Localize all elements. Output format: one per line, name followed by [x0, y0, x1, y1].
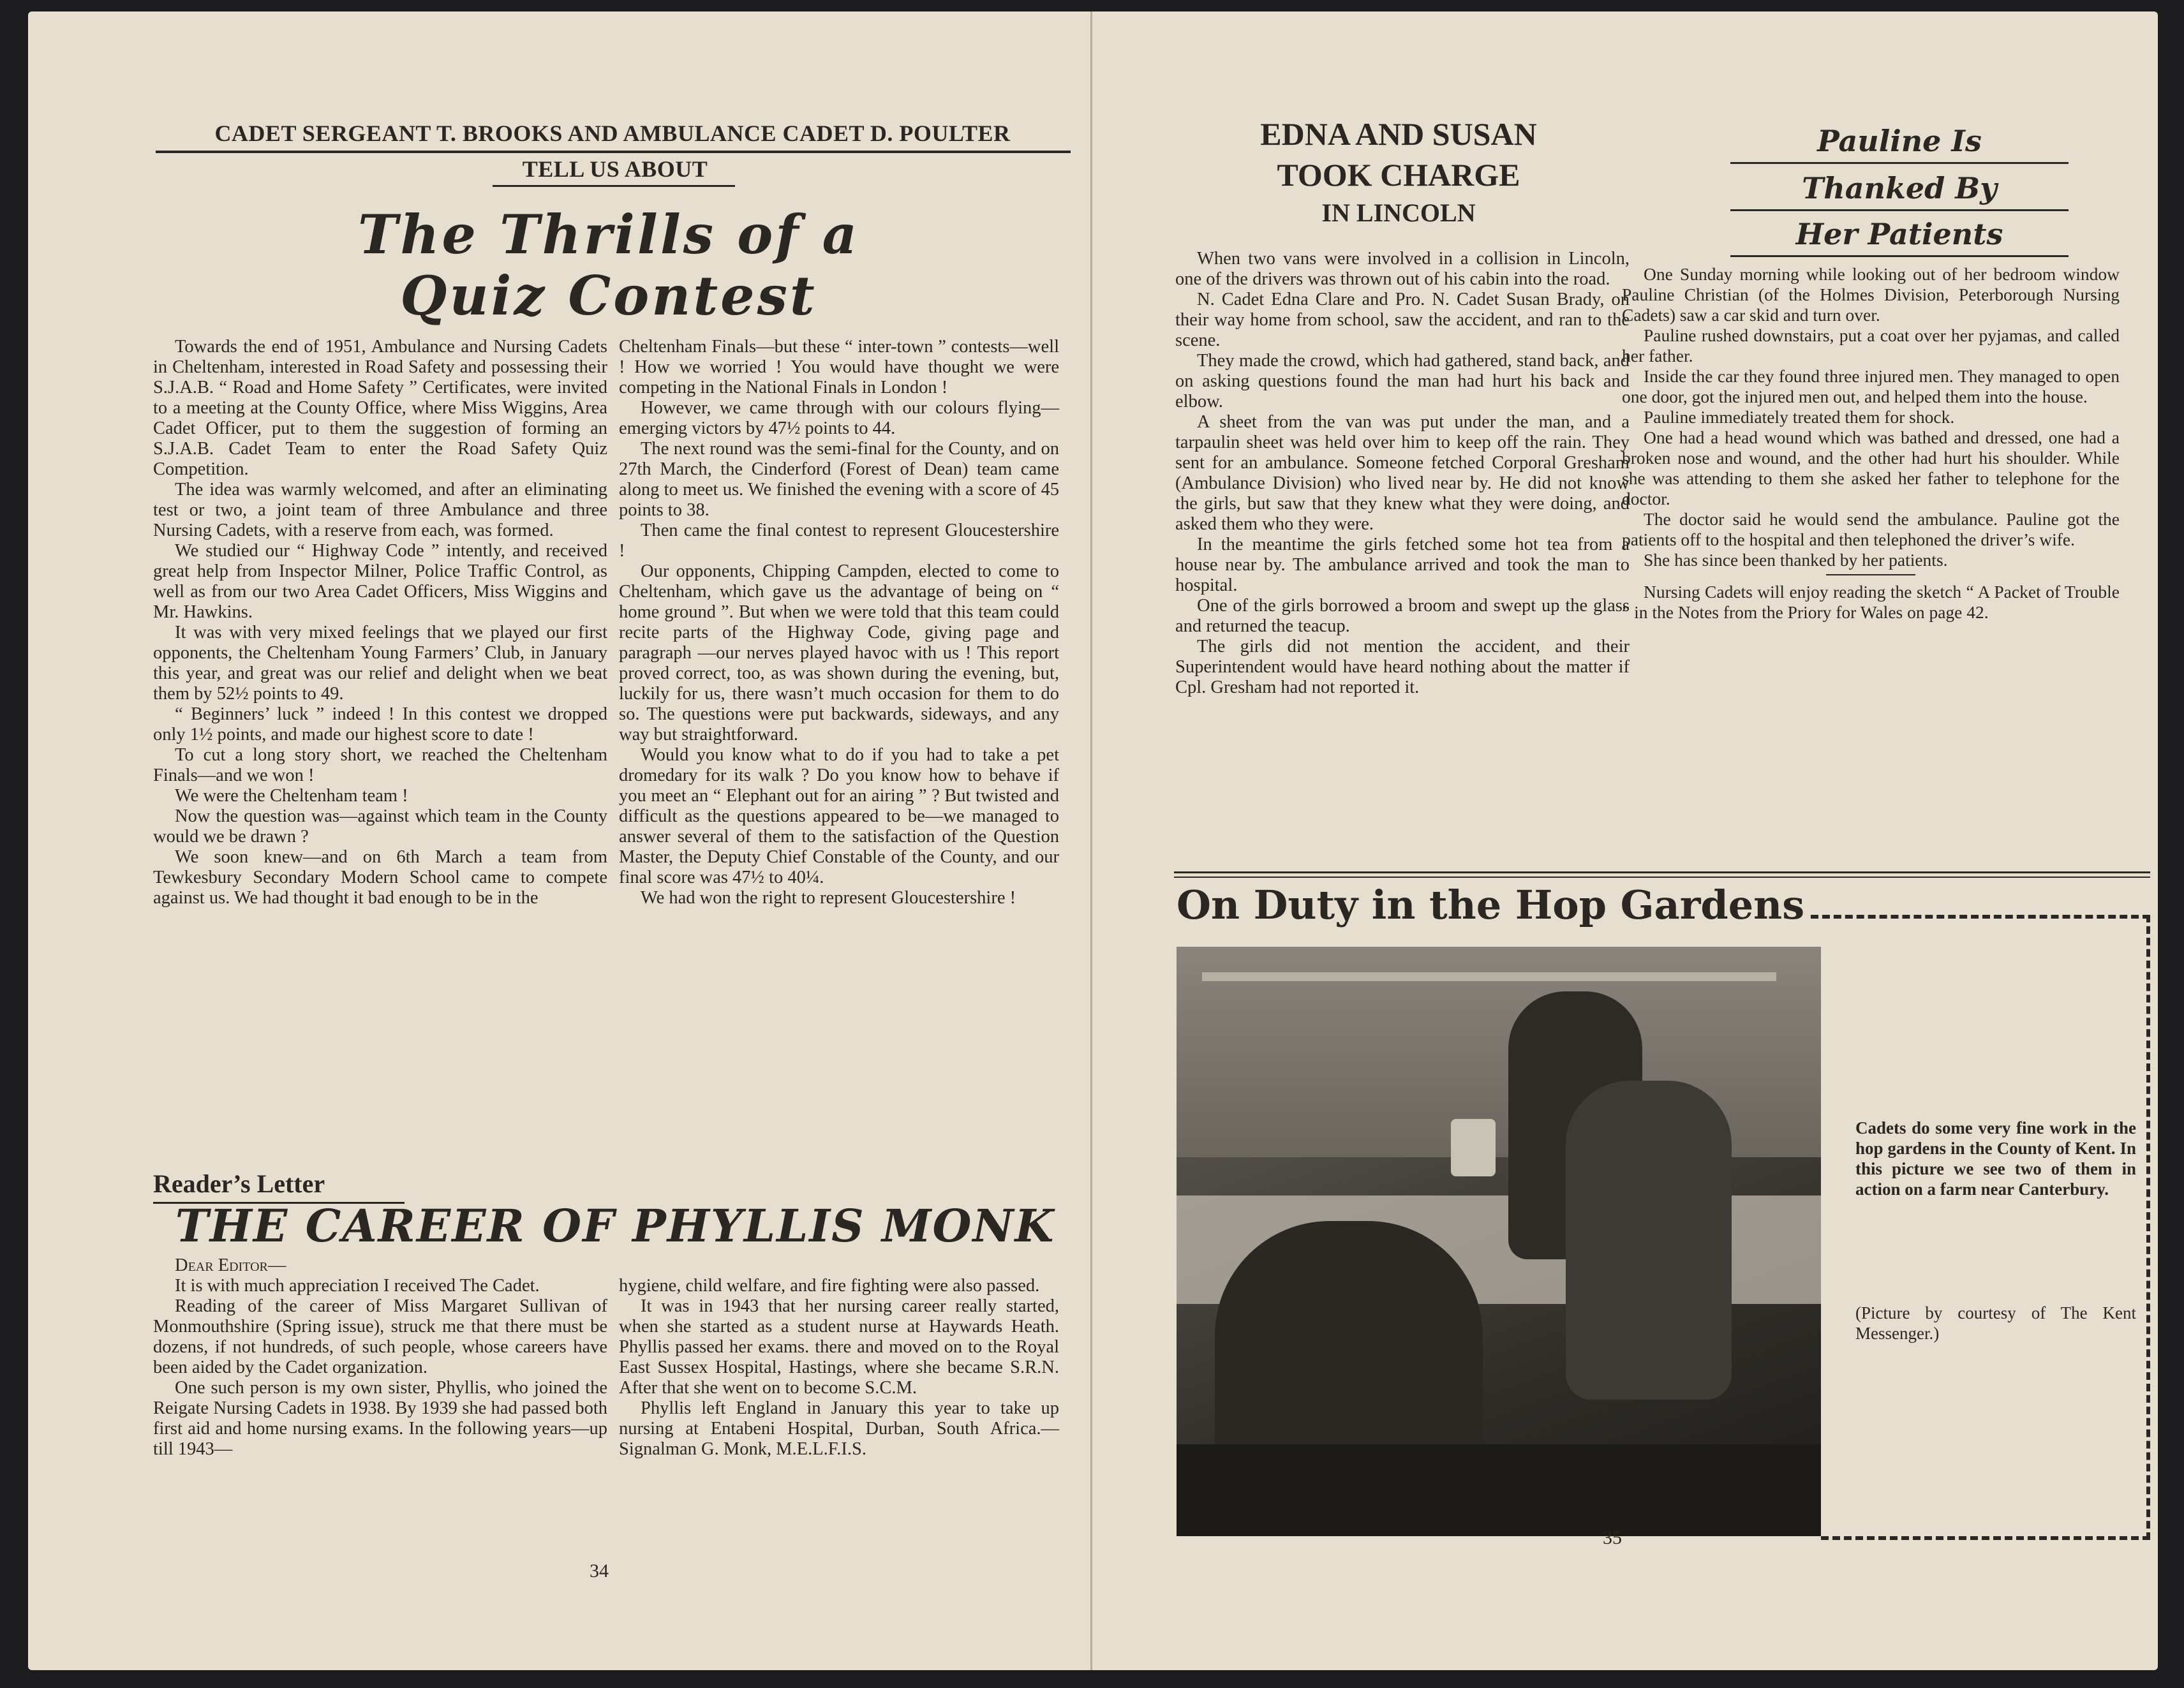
pauline-story — [1622, 264, 2120, 623]
paragraph: Pauline immediately treated them for shock. — [1644, 407, 1955, 427]
quiz-kicker-line2: TELL US ABOUT — [522, 156, 708, 182]
paragraph: When two vans were involved in a collision in Lincoln, one of the drivers was thrown out of his cabin into the road. — [1175, 249, 1630, 289]
quiz-kicker-line1: CADET SERGEANT T. BROOKS AND AMBULANCE CADET D. POULTER — [214, 121, 1011, 146]
paragraph: We soon knew—and on 6th March a team from Tewkesbury Secondary Modern School came to compete against us. We had thought it bad enough to be in the — [153, 847, 607, 908]
paragraph: N. Cadet Edna Clare and Pro. N. Cadet Susan Brady, on their way home from school, saw the accident, and ran to the scene. — [1175, 290, 1630, 350]
edna-title-line2: TOOK CHARGE — [1277, 157, 1520, 193]
paragraph: Now the question was—against which team in the County would we be drawn ? — [153, 806, 607, 847]
section-rule-2 — [1174, 877, 2150, 878]
pauline-title-line3: Her Patients — [1795, 217, 2003, 251]
paragraph: A sheet from the van was put under the man, and a tarpaulin sheet was held over him to keep off the rain. They sent for an ambulance. Someone fetched Corporal Gresham (Ambulance Division) who lived near by. He did not know the girls, but saw that they knew what they were doing, and asked them who they were. — [1175, 412, 1630, 534]
paragraph: Inside the car they found three injured men. They managed to open one door, got the injured men out, and helped them into the house. — [1622, 366, 2120, 406]
paragraph: One of the girls borrowed a broom and swept up the glass and returned the teacup. — [1175, 596, 1630, 636]
letter-salutation: Dear Editor— — [175, 1255, 286, 1275]
quiz-column-2 — [619, 337, 1059, 908]
paragraph: They made the crowd, which had gathered, stand back, and on asking questions found the man had hurt his back and elbow. — [1175, 351, 1630, 411]
paragraph: Cheltenham Finals—but these “ inter-town ” contests—well ! How we worried ! You would have thought we were competing in the National Finals in London ! — [619, 337, 1059, 397]
paragraph: Phyllis left England in January this year to take up nursing at Entabeni Hospital, Durban, South Africa.—Signalman G. Monk, M.E.L.F.I.S. — [619, 1398, 1059, 1459]
paragraph: Towards the end of 1951, Ambulance and Nursing Cadets in Cheltenham, interested in Road Safety and possessing their S.J.A.B. “ Road and Home Safety ” Certificates, were invited to a meeting at the County Office, where Miss Wiggins, Area Cadet Officer, put to them the suggestion of forming an S.J.A.B. Cadet Team to enter the Road Safety Quiz Competition. — [153, 337, 607, 479]
paragraph: Nursing Cadets will enjoy reading the sketch “ A Packet of Trouble ” in the Notes from the Priory for Wales on page 42. — [1622, 582, 2120, 622]
hop-caption: Cadets do some very fine work in the hop gardens in the County of Kent. In this picture we see two of them in action on a farm near Canterbury. — [1855, 1118, 2136, 1199]
frame-top — [1811, 915, 2150, 919]
hop-garden-photo — [1177, 947, 1821, 1536]
paragraph: However, we came through with our colours flying—emerging victors by 47½ points to 44. — [619, 398, 1059, 438]
page-number-right: 35 — [1603, 1527, 1622, 1548]
edna-story — [1175, 249, 1630, 698]
paragraph: We had won the right to represent Gloucestershire ! — [641, 888, 1016, 908]
edna-title-line1: EDNA AND SUSAN — [1260, 116, 1537, 152]
hop-title: On Duty in the Hop Gardens — [1177, 882, 1805, 928]
paragraph: Would you know what to do if you had to take a pet dromedary for its walk ? Do you know how to behave if you meet an “ Elephant out for an airing ” ? But twisted and difficult as the questions appeared to be—we managed to answer several of them to the satisfaction of the Question Master, the Deputy Chief Constable of the County, and our final score was 47½ to 40¼. — [619, 745, 1059, 887]
paragraph: The girls did not mention the accident, and their Superintendent would have heard nothing about the matter if Cpl. Gresham had not reported it. — [1175, 637, 1630, 697]
paragraph: The idea was warmly welcomed, and after an eliminating test or two, a joint team of three Ambulance and three Nursing Cadets, with a reserve from each, was formed. — [153, 480, 607, 540]
pauline-title-line2: Thanked By — [1802, 171, 1997, 205]
paragraph: In the meantime the girls fetched some hot tea from a house near by. The ambulance arrived and took the man to hospital. — [1175, 535, 1630, 595]
paragraph: “ Beginners’ luck ” indeed ! In this contest we dropped only 1½ points, and made our highest score to date ! — [153, 704, 607, 744]
page-number-left: 34 — [590, 1560, 609, 1581]
paragraph: Reading of the career of Miss Margaret Sullivan of Monmouthshire (Spring issue), struck me that there must be dozens, if not hundreds, of such people, whose careers have been aided by the Cadet organization. — [153, 1296, 607, 1377]
letter-column-2 — [619, 1276, 1059, 1460]
paragraph: Our opponents, Chipping Campden, elected to come to Cheltenham, which gave us the advantage of being on “ home ground ”. But when we were told that this team could recite parts of the Highway Code, giving page and paragraph —our nerves played havoc with us ! This report proved correct, too, as was shown during the evening, but, luckily for us, there wasn’t much occasion for them to do so. The questions were put backwards, sideways, and any way but straightforward. — [619, 561, 1059, 744]
paragraph: Then came the final contest to represent Gloucestershire ! — [619, 521, 1059, 561]
frame-bottom — [1821, 1536, 2150, 1540]
kicker-underline — [493, 185, 735, 187]
edna-title-line3: IN LINCOLN — [1321, 198, 1476, 227]
paragraph: The next round was the semi-final for the County, and on 27th March, the Cinderford (Forest of Dean) team came along to meet us. We finished the evening with a score of 45 points to 38. — [619, 439, 1059, 520]
letter-column-1 — [153, 1255, 607, 1460]
quiz-title-line2: Quiz Contest — [400, 264, 817, 327]
paragraph: Pauline rushed downstairs, put a coat over her pyjamas, and called her father. — [1622, 325, 2120, 366]
paragraph: One had a head wound which was bathed and dressed, one had a broken nose and wound, and the other had hurt his shoulder. While she was attending to them she asked her father to telephone for the doctor. — [1622, 427, 2120, 508]
letter-title: THE CAREER OF PHYLLIS MONK — [175, 1199, 1055, 1252]
pauline-rule-3 — [1730, 255, 2069, 257]
hop-credit: (Picture by courtesy of The Kent Messenger.) — [1855, 1303, 2136, 1343]
separator-rule — [1826, 574, 1915, 575]
paragraph: One Sunday morning while looking out of her bedroom window Pauline Christian (of the Holmes Division, Peterborough Nursing Cadets) saw a car skid and turn over. — [1622, 264, 2120, 325]
paragraph: One such person is my own sister, Phyllis, who joined the Reigate Nursing Cadets in 1938. By 1939 she had passed both first aid and home nursing exams. In the following years—up till 1943— — [153, 1378, 607, 1459]
left-page — [28, 11, 1090, 1670]
right-page — [1092, 11, 2158, 1670]
paragraph: It is with much appreciation I received The Cadet. — [175, 1276, 540, 1296]
paragraph: We studied our “ Highway Code ” intently, and received great help from Inspector Milner, Police Traffic Control, as well as from our two Area Cadet Officers, Miss Wiggins and Mr. Hawkins. — [153, 541, 607, 622]
paragraph: We were the Cheltenham team ! — [175, 786, 408, 806]
paragraph: The doctor said he would send the ambulance. Pauline got the patients off to the hospital and then telephoned the driver’s wife. — [1622, 509, 2120, 549]
kicker-rule — [156, 151, 1071, 153]
frame-right — [2146, 915, 2150, 1540]
paragraph: hygiene, child welfare, and fire fighting were also passed. — [619, 1276, 1040, 1296]
letter-label: Reader’s Letter — [153, 1169, 325, 1198]
paragraph: She has since been thanked by her patients. — [1644, 550, 1948, 570]
pauline-rule-2 — [1730, 209, 2069, 211]
pauline-title-line1: Pauline Is — [1817, 124, 1982, 158]
quiz-column-1 — [153, 337, 607, 908]
paragraph: It was with very mixed feelings that we played our first opponents, the Cheltenham Young Farmers’ Club, in January this year, and great was our relief and delight when we beat them by 52½ points to 49. — [153, 623, 607, 704]
paragraph: To cut a long story short, we reached the Cheltenham Finals—and we won ! — [153, 745, 607, 785]
photo-floor — [1177, 1444, 1821, 1536]
photo-jug — [1451, 1119, 1496, 1176]
photo-seated-boy — [1566, 1081, 1732, 1400]
quiz-title-line1: The Thrills of a — [357, 203, 860, 266]
paragraph: It was in 1943 that her nursing career really started, when she started as a student nurse at Haywards Heath. Phyllis passed her exams. there and moved on to the Royal East Sussex Hospital, Hastings, where she became S.R.N. After that she went on to become S.C.M. — [619, 1296, 1059, 1398]
section-rule — [1174, 871, 2150, 873]
photo-shelf — [1202, 972, 1776, 981]
pauline-rule-1 — [1730, 162, 2069, 164]
